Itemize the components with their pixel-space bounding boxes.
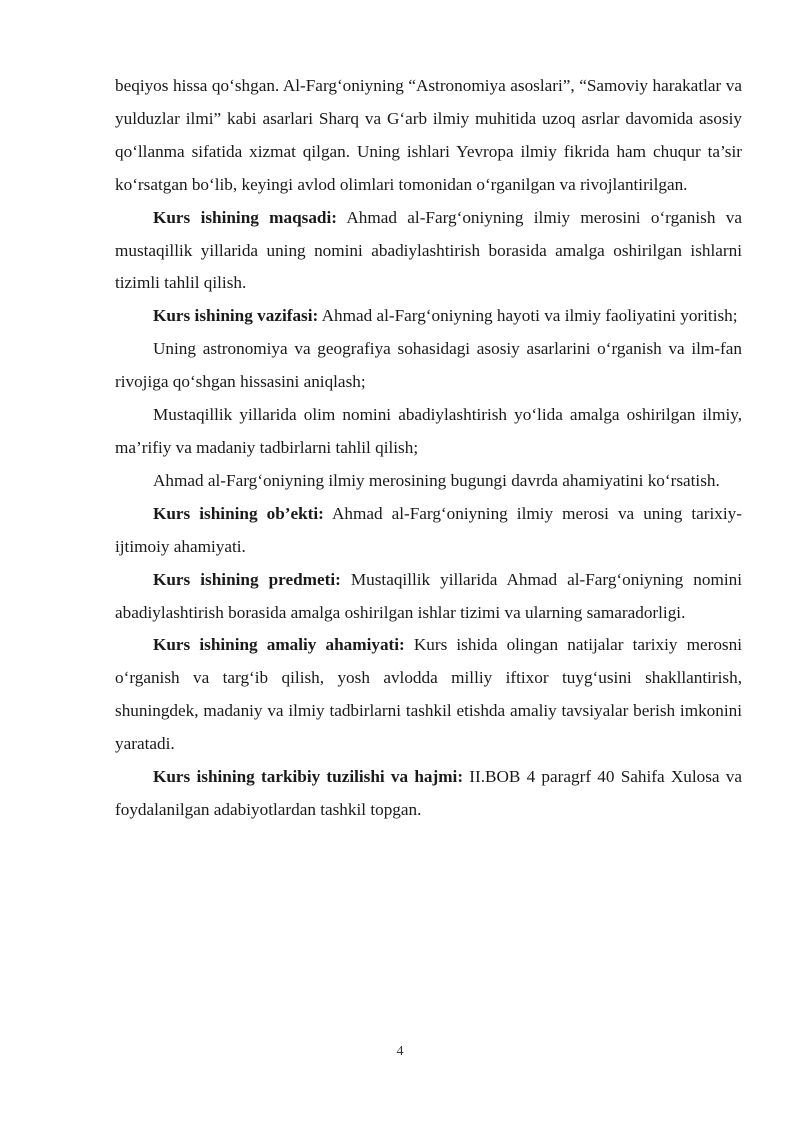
- section-label-subject: Kurs ishining predmeti:: [153, 569, 341, 589]
- paragraph-course-goal: [115, 202, 742, 301]
- section-label-structure: Kurs ishining tarkibiy tuzilishi va hajmi:: [153, 767, 464, 787]
- section-label-object: Kurs ishining ob’ekti:: [153, 503, 324, 523]
- section-label-practical: Kurs ishining amaliy ahamiyati:: [153, 635, 405, 655]
- section-label-tasks: Kurs ishining vazifasi:: [153, 306, 319, 326]
- paragraph-text: Mustaqillik yillarida olim nomini abadiylashtirish yo‘lida amalga oshirilgan ilmiy, ma’rifiy va madaniy tadbirlarni tahlil qilish;: [115, 405, 742, 457]
- paragraph-text: beqiyos hissa qo‘shgan. Al-Farg‘oniyning “Astronomiya asoslari”, “Samoviy harakatlar va yulduzlar ilmi” kabi asarlari Sharq va G‘arb ilmiy muhitida uzoq asrlar davomida asosiy qo‘llanma sifatida xizmat qilgan. Uning ishlari Yevropa ilmiy fikrida ham chuqur ta’sir ko‘rsatgan bo‘lib, keyingi avlod olimlari tomonidan o‘rganilgan va rivojlantirilgan.: [115, 76, 742, 194]
- paragraph-course-subject: [115, 564, 742, 630]
- paragraph-text: Kurs ishida olingan natijalar tarixiy merosni o‘rganish va targ‘ib qilish, yosh avlodda milliy iftixor tuyg‘usini shakllantirish, shuningdek, madaniy va ilmiy tadbirlarni tashkil etishda amaliy tavsiyalar berish imkonini yaratadi.: [115, 635, 742, 754]
- paragraph-practical-significance: [115, 629, 742, 761]
- paragraph-course-tasks: [115, 300, 742, 333]
- paragraph-task-astronomy: [115, 333, 742, 399]
- paragraph-text: Mustaqillik yillarida Ahmad al-Farg‘oniyning nomini abadiylashtirish borasida amalga oshirilgan ishlar tizimi va ularning samaradorligi.: [115, 569, 742, 622]
- paragraph-text: Ahmad al-Farg‘oniyning ilmiy merosining bugungi davrda ahamiyatini ko‘rsatish.: [153, 470, 720, 490]
- paragraph-intro-continuation: [115, 70, 742, 202]
- paragraph-task-independence: [115, 399, 742, 465]
- paragraph-text: Ahmad al-Farg‘oniyning ilmiy merosi va uning tarixiy-ijtimoiy ahamiyati.: [115, 503, 742, 556]
- paragraph-text: Ahmad al-Farg‘oniyning ilmiy merosini o‘rganish va mustaqillik yillarida uning nomini abadiylashtirish borasida amalga oshirilgan ishlarni tizimli tahlil qilish.: [115, 207, 743, 293]
- paragraph-text: Ahmad al-Farg‘oniyning hayoti va ilmiy faoliyatini yoritish;: [318, 306, 738, 326]
- paragraph-task-legacy: [115, 465, 742, 498]
- page-number: 4: [396, 1044, 404, 1059]
- paragraph-structure-volume: [115, 761, 742, 827]
- paragraph-text: Uning astronomiya va geografiya sohasidagi asosiy asarlarini o‘rganish va ilm-fan rivojiga qo‘shgan hissasini aniqlash;: [115, 339, 742, 392]
- document-page-body: [115, 70, 742, 827]
- paragraph-course-object: [115, 498, 742, 564]
- paragraph-text: II.BOB 4 paragrf 40 Sahifa Xulosa va foydalanilgan adabiyotlardan tashkil topgan.: [115, 767, 742, 819]
- section-label-goal: Kurs ishining maqsadi:: [153, 207, 337, 227]
